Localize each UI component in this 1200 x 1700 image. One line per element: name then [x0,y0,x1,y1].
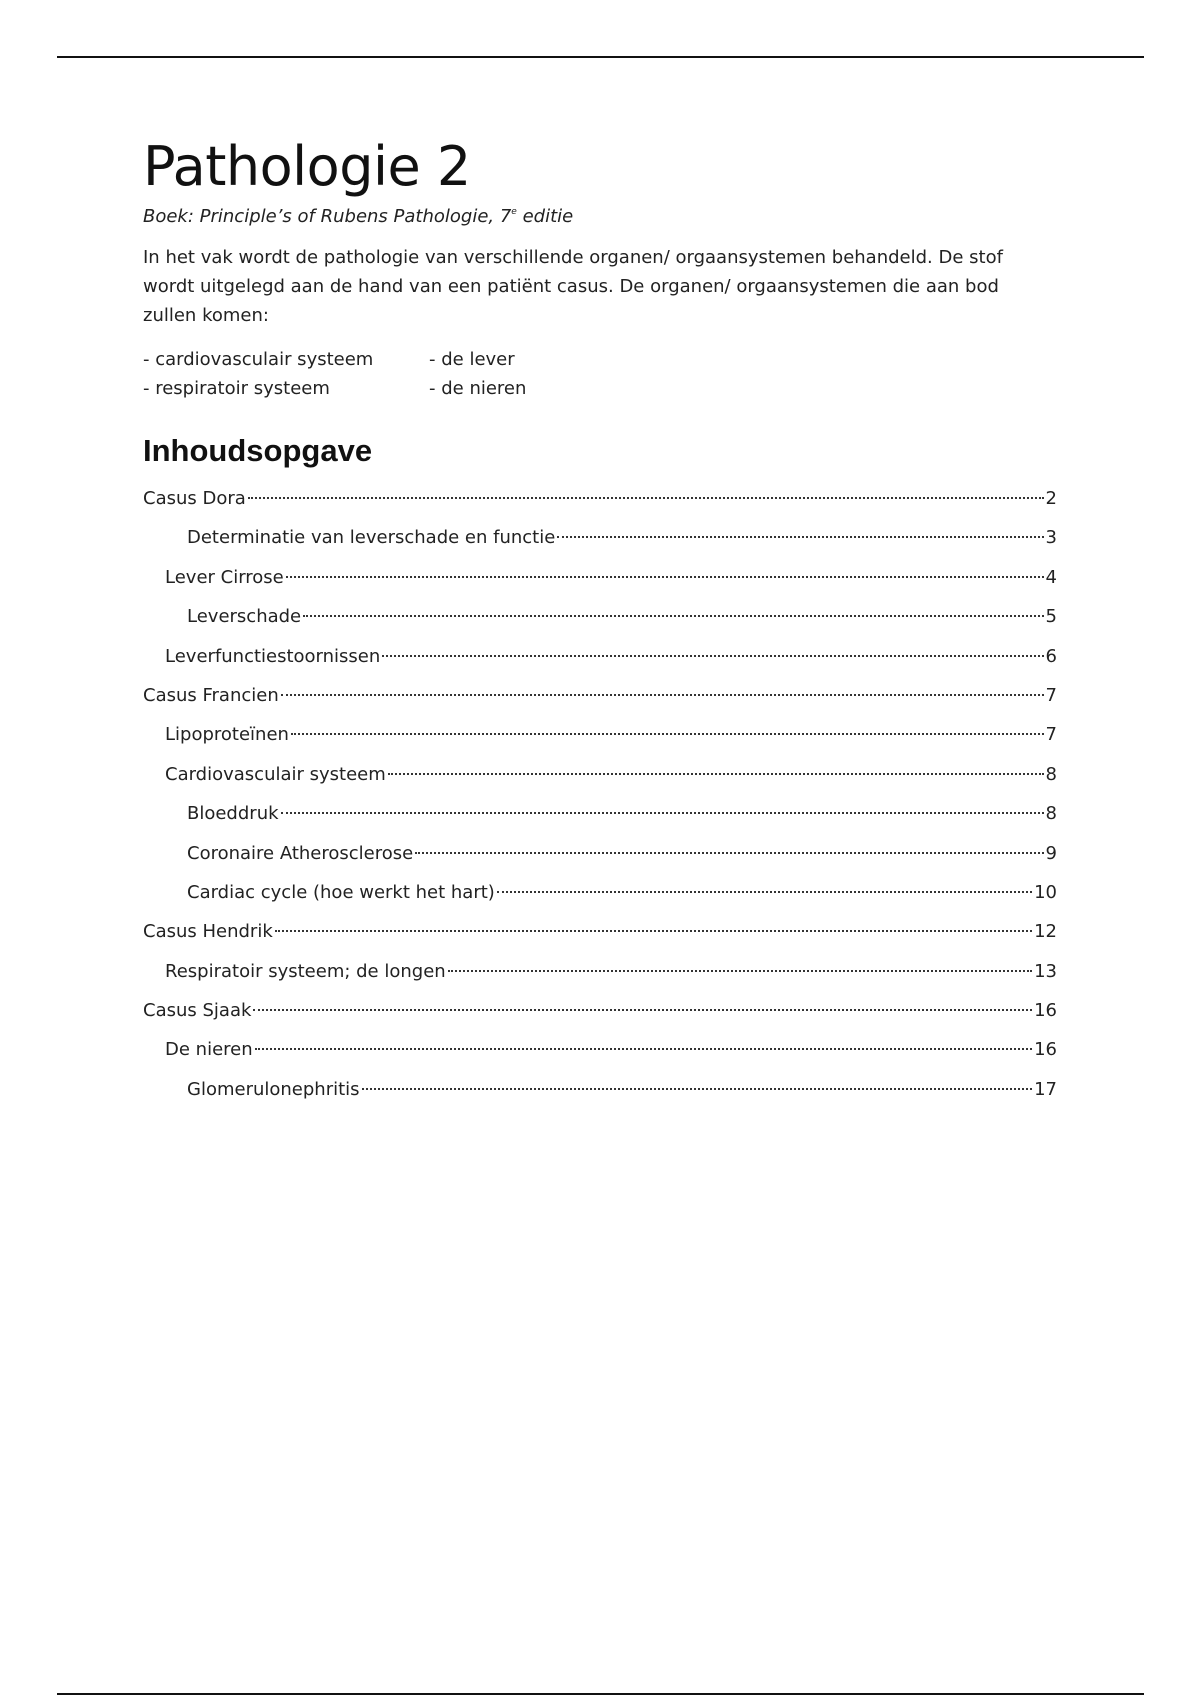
toc-entry-label: Lipoproteïnen [165,724,289,746]
toc-entry-page-number: 7 [1045,684,1057,706]
document-title: Pathologie 2 [143,135,471,198]
toc-entry-label: Casus Dora [143,488,246,509]
toc-entry[interactable] [143,526,1057,565]
toc-dot-leader [362,1088,1033,1090]
toc-entry[interactable] [143,566,1057,605]
toc-entry-page-number: 12 [1034,921,1057,943]
toc-entry[interactable] [143,802,1057,841]
toc-entry-page-number: 4 [1045,566,1057,588]
toc-entry-label: Casus Sjaak [143,1000,252,1022]
toc-entry-page-number: 8 [1045,803,1057,825]
toc-entry-page-number: 13 [1034,960,1057,982]
toc-dot-leader [275,930,1032,932]
toc-entry-label: Coronaire Atherosclerose [187,842,414,864]
toc-entry[interactable] [143,723,1057,762]
toc-entry-label: Determinatie van leverschade en functie [187,527,556,549]
toc-entry[interactable] [143,881,1057,920]
toc-dot-leader [281,694,1044,696]
toc-entry-label: Leverschade [187,606,302,628]
toc-entry[interactable] [143,999,1057,1038]
organ-item: - de lever [429,349,515,370]
toc-entry[interactable] [143,763,1057,802]
toc-entry[interactable] [143,1038,1057,1077]
toc-dot-leader [248,497,1044,499]
toc-dot-leader [415,852,1043,854]
toc-dot-leader [255,1048,1032,1050]
header-rule [57,56,1144,58]
toc-heading: Inhoudsopgave [143,433,373,468]
toc-entry-label: Bloeddruk [187,803,279,825]
toc-entry[interactable] [143,920,1057,959]
toc-dot-leader [253,1009,1032,1011]
toc-dot-leader [286,576,1044,578]
toc-dot-leader [557,536,1043,538]
toc-entry-label: Cardiac cycle (hoe werkt het hart) [187,881,495,903]
toc-entry[interactable] [143,842,1057,881]
toc-entry-page-number: 16 [1034,1039,1057,1061]
toc-entry-label: Cardiovasculair systeem [165,763,386,785]
toc-entry-page-number: 17 [1034,1078,1057,1100]
intro-paragraph: In het vak wordt de pathologie van verschillende organen/ orgaansystemen behandeld. De stof wordt uitgelegd aan de hand van een patiënt casus. De organen/ orgaansystemen die aan bod zullen komen: [143,247,1003,326]
toc-dot-leader [497,891,1032,893]
organ-list [143,348,1057,401]
toc-dot-leader [281,812,1044,814]
table-of-contents [143,487,1057,1117]
toc-entry-page-number: 7 [1045,724,1057,746]
toc-entry-label: Glomerulonephritis [187,1078,360,1100]
edition-superscript: e [511,207,517,217]
toc-entry-label: Respiratoir systeem; de longen [165,960,446,982]
toc-entry[interactable] [143,605,1057,644]
toc-dot-leader [303,615,1043,617]
toc-entry-page-number: 6 [1045,645,1057,667]
toc-entry-page-number: 3 [1045,527,1057,549]
toc-entry[interactable] [143,487,1057,526]
toc-entry[interactable] [143,684,1057,723]
book-reference-text: Boek: Principle’s of Rubens Pathologie, 7 [143,206,512,227]
organ-item: - respiratoir systeem [143,378,330,399]
book-reference-suffix: editie [516,206,574,227]
toc-entry-page-number: 9 [1045,842,1057,864]
toc-dot-leader [388,773,1044,775]
organ-item: - cardiovasculair systeem [143,349,374,370]
toc-entry-label: Casus Hendrik [143,921,273,943]
toc-dot-leader [291,733,1044,735]
toc-entry-label: De nieren [165,1039,253,1061]
toc-entry-page-number: 10 [1034,881,1057,903]
book-reference [143,206,1057,227]
toc-entry-label: Casus Francien [143,684,279,706]
toc-entry-page-number: 8 [1045,763,1057,785]
toc-dot-leader [448,970,1032,972]
toc-entry-page-number: 5 [1045,606,1057,628]
footer-rule [57,1693,1144,1695]
toc-entry[interactable] [143,645,1057,684]
organ-item: - de nieren [429,378,527,399]
toc-entry-page-number: 2 [1045,488,1057,509]
toc-entry[interactable] [143,1078,1057,1117]
toc-entry[interactable] [143,960,1057,999]
document-body [143,135,1057,1117]
toc-entry-label: Lever Cirrose [165,566,284,588]
toc-entry-label: Leverfunctiestoornissen [165,645,381,667]
toc-entry-page-number: 16 [1034,1000,1057,1022]
toc-dot-leader [382,655,1043,657]
